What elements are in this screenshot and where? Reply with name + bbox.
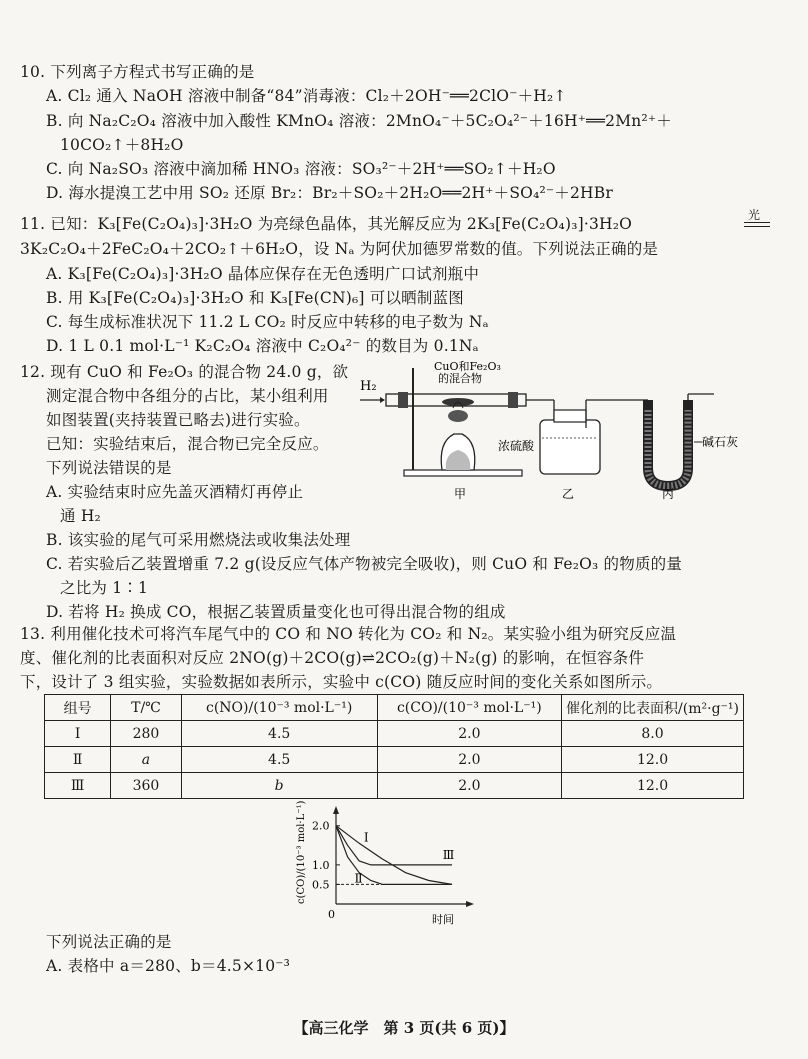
- tube-stopper-right: [508, 392, 518, 408]
- q10-option-a: A. Cl₂ 通入 NaOH 溶液中制备“84”消毒液：Cl₂＋2OH⁻══2ClO⁻＋H₂↑: [46, 87, 567, 105]
- stand-base: [404, 470, 522, 476]
- q12-option-c: C. 若实验后乙装置增重 7.2 g(设反应气体产物被完全吸收)，则 CuO 和 Fe₂O₃ 的物质的量: [46, 555, 683, 573]
- q12-option-a-cont: 通 H₂: [60, 507, 101, 525]
- chart-lines: [336, 826, 454, 886]
- flame-core: [448, 410, 468, 422]
- q11-option-b: B. 用 K₃[Fe(C₂O₄)₃]·3H₂O 和 K₃[Fe(CN)₆] 可以晒制蓝图: [46, 289, 464, 307]
- table-row: [45, 721, 744, 747]
- table-cell: 280: [111, 721, 181, 747]
- table-header-row: [45, 695, 744, 721]
- label-yi: 乙: [562, 487, 575, 501]
- q12-option-b: B. 该实验的尾气可采用燃烧法或收集法处理: [46, 531, 351, 549]
- q11-option-a: A. K₃[Fe(C₂O₄)₃]·3H₂O 晶体应保存在无色透明广口试剂瓶中: [46, 265, 480, 283]
- table-cell: b: [181, 773, 377, 799]
- h2-arrow-head: [380, 397, 385, 403]
- u-tube: [648, 400, 688, 486]
- chart-y-tick-label: 1.0: [312, 858, 330, 872]
- chart-x-arrow: [466, 901, 474, 907]
- table-header-cell: 组号: [45, 695, 111, 721]
- q10-option-b: B. 向 Na₂C₂O₄ 溶液中加入酸性 KMnO₄ 溶液：2MnO₄⁻＋5C₂O₄²⁻＋16H⁺══2Mn²⁺＋: [46, 112, 672, 130]
- chart-y-tick-label: 2.0: [312, 819, 330, 833]
- acid-label: 浓硫酸: [498, 439, 535, 453]
- q12-option-c-cont: 之比为 1∶1: [60, 579, 149, 597]
- q10-option-b-cont: 10CO₂↑＋8H₂O: [60, 136, 184, 154]
- q13-option-a: A. 表格中 a＝280、b＝4.5×10⁻³: [46, 957, 291, 975]
- q12-stem-line2: 测定混合物中各组分的占比，某小组利用: [46, 387, 329, 405]
- q12-option-a: A. 实验结束时应先盖灭酒精灯再停止: [46, 483, 304, 501]
- q13-stem-line2: 度、催化剂的比表面积对反应 2NO(g)＋2CO(g)⇌2CO₂(g)＋N₂(g) 的影响，在恒容条件: [20, 649, 645, 667]
- chart-y-axis-label: c(CO)/(10⁻³ mol·L⁻¹): [296, 800, 307, 904]
- table-cell: a: [111, 747, 181, 773]
- table-cell: Ⅱ: [45, 747, 111, 773]
- chart-y-arrow: [333, 806, 339, 814]
- apparatus-diagram: [358, 358, 778, 504]
- label-jia: 甲: [454, 487, 467, 501]
- chart-series-label: Ⅱ: [354, 871, 363, 886]
- table-cell: 2.0: [377, 747, 561, 773]
- co-time-chart: [292, 800, 482, 926]
- table-cell: 2.0: [377, 773, 561, 799]
- experiment-table: [44, 694, 744, 799]
- table-cell: 12.0: [562, 747, 744, 773]
- table-row: [45, 773, 744, 799]
- table-cell: 8.0: [562, 721, 744, 747]
- lime-label: 碱石灰: [702, 435, 739, 449]
- mixture-label-2: 的混合物: [438, 372, 482, 385]
- q13-sub-stem: 下列说法正确的是: [46, 933, 172, 951]
- table-cell: 4.5: [181, 721, 377, 747]
- chart-series-label: Ⅲ: [442, 848, 455, 862]
- page-footer: 【高三化学 第 3 页(共 6 页)】: [293, 1019, 515, 1037]
- table-cell: Ⅲ: [45, 773, 111, 799]
- table-cell: 360: [111, 773, 181, 799]
- q10-option-c: C. 向 Na₂SO₃ 溶液中滴加稀 HNO₃ 溶液：SO₃²⁻＋2H⁺══SO₂↑＋H₂O: [46, 160, 556, 178]
- q13-stem-line1: 13. 利用催化技术可将汽车尾气中的 CO 和 NO 转化为 CO₂ 和 N₂。某实验小组为研究反应温: [20, 625, 677, 643]
- table-header-cell: c(NO)/(10⁻³ mol·L⁻¹): [181, 695, 377, 721]
- chart-x-axis-label: 时间: [432, 913, 454, 926]
- q10-option-d: D. 海水提溴工艺中用 SO₂ 还原 Br₂：Br₂＋SO₂＋2H₂O══2H⁺＋SO₄²⁻＋2HBr: [46, 184, 613, 202]
- q11-stem-line1: 11. 已知：K₃[Fe(C₂O₄)₃]·3H₂O 为亮绿色晶体，其光解反应为 2K₃[Fe(C₂O₄)₃]·3H₂O: [20, 215, 633, 233]
- chart-origin: 0: [328, 908, 335, 921]
- label-bing: 丙: [662, 487, 675, 501]
- q12-option-d: D. 若将 H₂ 换成 CO，根据乙装置质量变化也可得出混合物的组成: [46, 603, 506, 621]
- q13-stem-line3: 下，设计了 3 组实验，实验数据如表所示，实验中 c(CO) 随反应时间的变化关系如图所示。: [20, 673, 663, 691]
- table-header-cell: 催化剂的比表面积/(m²·g⁻¹): [562, 695, 744, 721]
- q11-option-c: C. 每生成标准状况下 11.2 L CO₂ 时反应中转移的电子数为 Nₐ: [46, 313, 489, 331]
- table-cell: 4.5: [181, 747, 377, 773]
- chart-y-tick-label: 0.5: [312, 878, 330, 892]
- wash-bottle: [540, 420, 600, 474]
- table-cell: 2.0: [377, 721, 561, 747]
- chart-series-line: [336, 826, 452, 885]
- table-header-cell: T/℃: [111, 695, 181, 721]
- table-row: [45, 747, 744, 773]
- chart-series-label: Ⅰ: [363, 830, 369, 845]
- chart-series-line: [336, 826, 452, 885]
- table-header-cell: c(CO)/(10⁻³ mol·L⁻¹): [377, 695, 561, 721]
- q12-stem-line4: 已知：实验结束后，混合物已完全反应。: [46, 435, 329, 453]
- q10-stem: 10. 下列离子方程式书写正确的是: [20, 63, 255, 81]
- bottle-neck: [554, 410, 586, 422]
- q12-stem-line1: 12. 现有 CuO 和 Fe₂O₃ 的混合物 24.0 g，欲: [20, 363, 349, 381]
- q11-arrow-line-bottom: [744, 226, 770, 227]
- table-cell: 12.0: [562, 773, 744, 799]
- tube-stopper-left: [398, 392, 408, 408]
- q11-light-condition: 光: [748, 208, 761, 222]
- q11-stem-line2: 3K₂C₂O₄＋2FeC₂O₄＋2CO₂↑＋6H₂O，设 Nₐ 为阿伏加德罗常数的值。下列说法正确的是: [20, 240, 659, 258]
- h2-label: H₂: [360, 379, 377, 394]
- chart-series-line: [336, 826, 452, 865]
- table-cell: Ⅰ: [45, 721, 111, 747]
- q11-arrow-line-top: [744, 222, 770, 223]
- q12-stem-line5: 下列说法错误的是: [46, 459, 172, 477]
- mixture-label-1: CuO和Fe₂O₃: [434, 360, 501, 373]
- q12-stem-line3: 如图装置(夹持装置已略去)进行实验。: [46, 411, 310, 429]
- q11-option-d: D. 1 L 0.1 mol·L⁻¹ K₂C₂O₄ 溶液中 C₂O₄²⁻ 的数目为 0.1Nₐ: [46, 337, 479, 355]
